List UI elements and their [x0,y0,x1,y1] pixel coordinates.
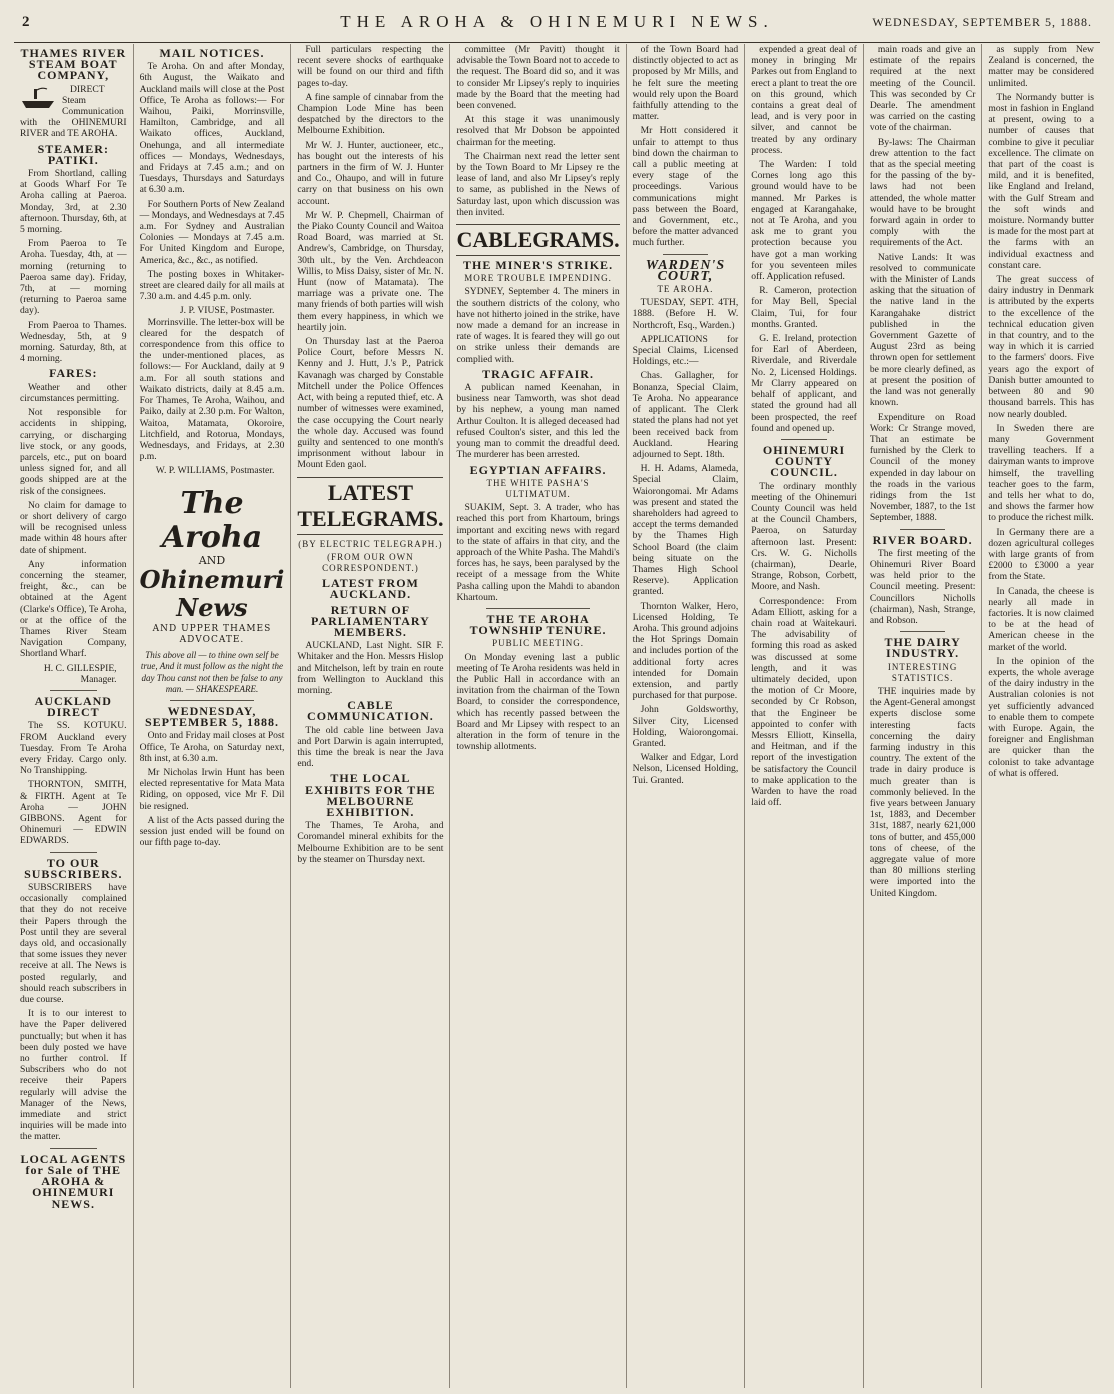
mail-notice-2: For Southern Ports of New Zealand — Mondays, and Wednesdays at 7.45 a.m. For Sydney and Australian Colonies — Mondays at 7.45 a.m. For United Kingdom and Europe, America, &c., &c., as notified. [139,198,285,266]
column-4 [449,44,625,1388]
pasha-story: SUAKIM, Sept. 3. A trader, who has reached this port from Khartoum, brings important and exciting news with regard to the state of affairs in that city, and the approach of the White Pasha. The Mahdi's forces has, he says, been paralysed by the receipt of a message from the White Pasha calling upon the Mahdi to abandon Khartoum. [456,502,620,603]
local-news-5: A fine sample of cinnabar from the Champion Lode Mine has been despatched by the directors to the Melbourne Exhibition. [297,91,444,137]
column-3 [290,44,449,1388]
kotuku-notice: The SS. KOTUKU. FROM Auckland every Tuesday. From Te Aroha every Friday. Cargo only. No Transhipping. [20,720,127,777]
local-news-7: Mr W. P. Chepmell, Chairman of the Piako County Council and Waitoa Road Board, was married at St. Andrew's, Cambridge, on Thursday, 30th ult., by the Ven. Archdeacon Willis, to Miss Daisy, sister of Mr. N. Hunt (now of Matamata). The marriage was a private one. The many friends of both parties will wish them every happiness, in which we heartily join. [297,209,444,333]
mail-notice-1: Te Aroha. On and after Monday, 6th August, the Waikato and Auckland mails will close at the Post Office, Te Aroha as follows:— For Waihou, Paiki, Morrinsville, Hamilton, Cambridge, and all Waikato offices, Auckland, Onehunga, and all intermediate offices — Mondays, Wednesdays, and Fridays at 7.45 a.m.; and on Tuesdays, Thursdays and Saturdays at 6.30 a.m. [139,61,285,196]
kotuku-agents: THORNTON, SMITH, & FIRTH. Agent at Te Aroha — JOHN GIBBONS. Agent for Ohinemuri — EDWIN EDWARDS. [20,779,127,847]
dairy-story-4: The great success of dairy industry in Denmark is attributed by the experts to the excellence of the technical education given in that country, and to the way in which it is carried to the farmers' doors. Five years ago the export of Danish butter amounted to between 80 and 90 thousand barrels. This has now nearly doubled. [988,274,1094,420]
council-story-5: Native Lands: It was resolved to communicate with the Minister of Lands asking that the situation of the native land in the Karangahake district published in the Government Gazette of August 23rd as being thrown open for settlement be more clearly defined, as at present the position of the land was not generally known. [869,251,976,409]
divider [170,700,255,701]
exhibits-heading: THE LOCAL EXHIBITS FOR THE MELBOURNE EXHIBITION. [305,771,436,819]
steamship-icon [20,86,56,112]
local-agents-heading: LOCAL AGENTS for Sale of THE AROHA & OHINEMURI NEWS. [20,1151,127,1211]
tragic-affair-story: A publican named Keenahan, in business near Tamworth, was shot dead by his nephew, a young man named Arthur Coulton. It is alleged deceased had refused Coulton's sister, and this led the young man to commit the dreadful deed. The murderer has been arrested. [456,382,620,461]
public-meeting-subheading: PUBLIC MEETING. [492,638,585,649]
local-news-6: Mr W. J. Hunter, auctioneer, etc., has bought out the interests of his partners in the firm of W. J. Hunter and Co., Ohaupo, and will in future carry on that business on his own account. [297,139,444,207]
column-1 [14,44,133,1388]
meeting-story-4: of the Town Board had distinctly objected to act as proposed by Mr Mills, and he felt sure the meeting would rely upon the Board faithfully attending to the matter. [632,44,739,123]
divider [900,631,946,632]
council-story-6: Expenditure on Road Work: Cr Strange moved, That an estimate be furnished by the Clerk to Council of the money expended in day labour on the roads in the various ridings from the 1st November, 1887, to the 1st September, 1888. [869,411,976,524]
steamboat-intro: DIRECT Steam Communication with the OHINEMURI RIVER and TE AROHA. [20,83,127,140]
exhibits-story: The Thames, Te Aroha, and Coromandel mineral exhibits for the Melbourne Exhibition are to be sent by the steamer on Thursday next. [297,820,444,865]
court-case-1: Chas. Gallagher, for Bonanza, Special Claim, Te Aroha. No appearance of applicant. The Clerk stated the plans had not yet been received back from Auckland. Hearing adjourned to Sept. 18th. [632,370,739,460]
egyptian-affairs-heading: EGYPTIAN AFFAIRS. [469,462,607,477]
council-story-4: By-laws: The Chairman drew attention to the fact that as the special meeting for the passing of the by-laws had not been attended, the whole matter would have to be brought forward again in order to comply with the requirements of the Act. [869,136,976,249]
newspaper-title: THE AROHA & OHINEMURI NEWS. [340,12,774,31]
river-board-story: The first meeting of the Ohinemuri River Board was held prior to the Council meeting. Present: Councillors Nicholls (chairman), Nash, Strange, and Robson. [869,547,976,626]
cable-story: The old cable line between Java and Port Darwin is again interrupted, this time the break is near the Java end. [297,724,444,770]
divider [486,608,589,609]
column-2 [133,44,291,1388]
court-case-4: John Goldsworthy, Silver City, Licensed Holding, Waiorongomai. Granted. [632,704,739,749]
local-news-1: Onto and Friday mail closes at Post Office, Te Aroha, on Saturday next, 8th inst, at 6.30 a.m. [139,730,285,764]
steamer-schedule-3: From Paeroa to Thames. Wednesday, 5th, at 9 morning. Saturday, 8th, at 4 morning. [20,319,127,365]
divider [663,254,709,255]
logo-and: AND [198,553,226,567]
court-case-8: R. Cameron, protection for May Bell, Special Claim, Tui, for four months. Granted. [751,285,857,330]
statistics-subheading: INTERESTING STATISTICS. [887,661,958,683]
steamer-name: STEAMER: PATIKI. [37,141,109,167]
divider [50,690,97,691]
column-7 [863,44,982,1388]
steamer-notice-4: Any information concerning the steamer, freight, &c., can be obtained at the Agent (Clarke's Office), Te Aroha, or at the office of the Thames River Steam Navigation Company, Shortland Wharf. [20,558,127,660]
steamer-schedule-1: From Shortland, calling at Goods Wharf For Te Aroha calling at Paeroa. Monday, 3rd, at 2.30 afternoon. Thursday, 6th, at 5 morning. [20,168,127,236]
strike-story: SYDNEY, September 4. The miners in the southern districts of the colony, who have not hitherto joined in the strike, have now made a demand for an increase in rate of wages. It is feared they will go out on strike unless their demands are complied with. [456,286,620,365]
logo-ohinemuri: Ohinemuri News [139,564,285,622]
dairy-story-7: In Canada, the cheese is nearly all made in factories. It is now claimed to be at the head of American cheese in the market of the world. [988,585,1094,653]
county-council-heading: OHINEMURI COUNTY COUNCIL. [762,442,846,480]
dairy-story-5: In Sweden there are many Government travelling teachers. If a dairyman wants to improve himself, the travelling teacher goes to the farm, and tells her what to do, and shows the farmer how to produce the richest milk. [988,422,1094,524]
court-case-2: H. H. Adams, Alameda, Special Claim, Waiorongomai. Mr Adams was present and stated the shareholders had agreed to accept the terms demanded by the Thames High School Board (the claim being situate on the Thames High School Reserve). Application granted. [632,463,739,598]
subscribers-heading: TO OUR SUBSCRIBERS. [24,855,123,881]
editorial-dateline: WEDNESDAY, SEPTEMBER 5, 1888. [144,703,279,730]
strike-subheading: MORE TROUBLE IMPENDING. [464,273,612,284]
local-news-3: A list of the Acts passed during the session just ended will be found on our fifth page to-day. [139,814,285,849]
column-5 [626,44,745,1388]
logo-advocate: AND UPPER THAMES ADVOCATE. [152,623,272,645]
motto: This above all — to thine own self be true, And it must follow as the night the day Thou canst not then be false to any man. — SHAKESPEARE. [140,650,284,694]
subscribers-notice-1: SUBSCRIBERS have occasionally complained that they do not receive their Papers through the Post until they are several days old, and occasionally that some issues they never receive at all. The News is posted regularly, and should reach subscribers in due course. [20,882,127,1006]
auckland-heading: LATEST FROM AUCKLAND. [321,576,419,602]
page-number: 2 [22,14,30,30]
column-8 [981,44,1100,1388]
meeting-story-1: committee (Mr Pavitt) thought it advisable the Town Board not to accede to the request. The Board did so, and it was to consider Mr Lipsey's reply to inquiries made by the Board that the meeting had been convened. [456,44,620,112]
divider [900,529,946,530]
wardens-court-heading: WARDEN'S COURT, [645,257,726,284]
latest-telegrams-heading: LATEST TELEGRAMS. [297,477,443,535]
township-tenure-heading: THE TE AROHA TOWNSHIP TENURE. [469,611,607,638]
local-news-4: Full particulars respecting the recent severe shocks of earthquake will be found on our third and fifth pages to-day. [297,44,444,89]
river-board-heading: RIVER BOARD. [872,532,973,547]
postmaster-signature: W. P. WILLIAMS, Postmaster. [155,465,275,477]
dairy-industry-heading: THE DAIRY INDUSTRY. [884,635,961,661]
local-news-2: Mr Nicholas Irwin Hunt has been elected representative for Mata Mata Riding, on opposed, vice Mr F. Dil bie resigned. [139,766,285,812]
court-date: TUESDAY, SEPT. 4TH, 1888. (Before H. W. Northcroft, Esq., Warden.) [632,297,739,331]
dairy-story-2: as supply from New Zealand is concerned, the matter may be considered unlimited. [988,44,1094,89]
parliament-heading: RETURN OF PARLIAMENTARY MEMBERS. [311,602,430,639]
manager-signature: H. C. GILLESPIE, Manager. [43,662,117,685]
divider [50,852,97,853]
council-story-1: The ordinary monthly meeting of the Ohinemuri County Council was held at the Council Chambers, Paeroa, on Saturday afternoon last. Present: Crs. W. G. Nicholls (chairman), Dearle, Strange, Robson, Corbett, Moore, and Nash. [751,480,857,593]
meeting-story-3: The Chairman next read the letter sent by the Town Board to Mr Lipsey re the lease of land, and also Mr Lipsey's reply to same, as published in the News of Saturday last, upon which discussion was then invited. [456,150,620,218]
telegraph-credit: (BY ELECTRIC TELEGRAPH.) [298,538,443,549]
court-case-9: G. E. Ireland, protection for Earl of Aberdeen, Riverdale, and Riverdale No. 2, Licensed Holdings. Mr Clarry appeared on behalf of applicant, and stated the ground had all been prospected, the reef found and opened up. [751,333,857,434]
council-story-3: main roads and give an estimate of the repairs required at the next meeting of the Council. This was seconded by Cr Dearle. The amendment was carried on the casting vote of the chairman. [869,44,976,134]
cablegrams-heading: CABLEGRAMS. [456,224,619,256]
fares-heading: FARES: [49,366,98,381]
steamboat-company-heading: THAMES RIVER STEAM BOAT COMPANY, [20,46,127,83]
dairy-story-8: In the opinion of the experts, the whole average of the dairy industry in the Australian colonies is not yet sufficiently advanced to enable them to compete with Europe. Again, the foreigner and Englishman are quicker than the colonist to take advantage of what is offered. [988,655,1094,779]
court-applications: APPLICATIONS for Special Claims, Licensed Holdings, etc.:— [632,333,739,368]
cable-heading: CABLE COMMUNICATION. [307,698,434,724]
strike-heading: THE MINER'S STRIKE. [463,258,614,273]
subscribers-notice-2: It is to our interest to have the Paper delivered punctually; but when it has been duly posted we have no further control. If Subscribers who do not receive their Papers regularly will advise the Manager of the News, immediate and strict inquiries will be made into the matter. [20,1008,127,1143]
column-6 [744,44,863,1388]
court-case-7: The Warden: I told Cornes long ago this ground would have to be manned. Mr Parkes is engaged at Karangahake, not at Te Aroha, and you ask me to grant you protection because you have got a man working for you seventeen miles off. Application refused. [751,159,857,283]
pasha-subheading: THE WHITE PASHA'S ULTIMATUM. [486,477,590,499]
meeting-story-2: At this stage it was unanimously resolved that Mr Dobson be appointed chairman for the meeting. [456,114,620,148]
steamer-schedule-2: From Paeroa to Te Aroha. Tuesday, 4th, at — morning (returning to Paeroa same day). Friday, 7th, at — morning (returning to Paeroa same day). [20,238,127,317]
mail-notice-4: Morrinsville. The letter-box will be cleared for the despatch of correspondence from this office to the under-mentioned places, as follows:— For Auckland, daily at 9 a.m. For all south stations and Waikato districts, daily at 8.45 a.m. For Thames, Te Aroha, Waihou, and Paiko, daily at 2.30 p.m. For Walton, Waitoa, Matamata, Okoroire, Litchfield, and Rotorua, Mondays, Wednesdays, and Fridays, at 2.30 p.m. [139,316,285,463]
wardens-court-place: TE AROHA. [657,284,714,295]
logo-aroha: The Aroha [161,485,263,555]
court-case-6: expended a great deal of money in bringing Mr Parkes out from England to erect a plant to treat the ore on this ground, which contains a great deal of lead, and is very poor in silver, and cannot be treated by any ordinary process. [751,44,857,156]
court-case-3: Thornton Walker, Hero, Licensed Holding, Te Aroha. This ground adjoins the Hot Springs Domain and includes portion of the additional forty acres intended for Domain extension, and partly purchased for that purpose. [632,600,739,702]
mail-notices-heading: MAIL NOTICES. [159,46,265,60]
postmaster-signature: J. P. VIUSE, Postmaster. [179,305,275,317]
steamer-notice-3: No claim for damage to or short delivery of cargo will be recognised unless made within 48 hours after date of shipment. [20,499,127,556]
mail-notice-3: The posting boxes in Whitaker-street are cleared daily for all mails at 7.30 a.m. and 4.45 p.m. only. [139,268,285,303]
dairy-story-1: THE inquiries made by the Agent-General amongst experts disclose some interesting facts concerning the dairy farming industry in this country. The extent of the trade in dairy produce is much greater than is commonly believed. In the five years between January 1st, 1883, and December 31st, 1887, nearly 621,000 tons of butter, and 455,000 tons of cheese, of the aggregate value of more than 80 millions sterling were imported into the United Kingdom. [869,685,976,899]
steamer-notice-1: Weather and other circumstances permitting. [20,381,127,404]
local-news-8: On Thursday last at the Paeroa Police Court, before Messrs N. Kenny and J. Hutt, J.'s P., Patrick Kavanagh was charged by Constable Mitchell under the Police Offences Act, with being a reputed thief, etc. A number of witnesses were examined, the case occupying the Court nearly the whole day. Accused was found guilty and sentenced to one month's imprisonment without labour in Mount Eden gaol. [297,336,444,471]
parliament-story: AUCKLAND, Last Night. SIR F. Whitaker and the Hon. Messrs Hislop and Mitchelson, left by train en route from Wellington to Auckland this morning. [297,640,444,696]
tragic-affair-heading: TRAGIC AFFAIR. [482,366,594,381]
auckland-direct-heading: AUCKLAND DIRECT [34,693,112,720]
court-case-5: Walker and Edgar, Lord Nelson, Licensed Holding, Tui. Granted. [632,752,739,786]
public-meeting-story: On Monday evening last a public meeting of Te Aroha residents was held in the Public Hall in accordance with an invitation from the chairman of the Town Board, to consider the correspondence, which has recently passed between the Board and Mr Lipsey with respect to an alteration in the form of tenure in the township allotments. [456,651,620,753]
dairy-story-6: In Germany there are a dozen agricultural colleges with large grants of from £2000 to £3000 a year from the State. [988,526,1094,583]
newspaper-logo [140,487,285,647]
dairy-story-3: The Normandy butter is most in fashion in England at present, owing to a number of causes that combine to give it peculiar excellence. The climate on that part of the coast is mild, and it is benefited, like England and Ireland, with the Gulf Stream and the soft winds and moisture. Normandy butter is made for the most part at the farms with an individual exactness and constant care. [988,91,1094,271]
meeting-story-5: Mr Hott considered it unfair to attempt to thus bind down the chairman to call a public meeting at every stage of the proceedings. Various communications might pass between the Board, and Government, etc., before the matter advanced much further. [632,125,739,249]
columns [14,44,1100,1388]
divider [50,1148,97,1149]
steamer-notice-2: Not responsible for accidents in shipping, carrying, or discharging live stock, or any goods, parcels, etc., put on board unless signed for, and all goods shipped are at the risk of the consignees. [20,407,127,497]
issue-date: WEDNESDAY, SEPTEMBER 5, 1888. [872,15,1092,29]
divider [781,439,827,440]
correspondent-credit: (FROM OUR OWN CORRESPONDENT.) [322,551,419,573]
council-story-2: Correspondence: From Adam Elliott, asking for a chain road at Waitekauri. The advisability of forming this road as asked was discussed at some length, and it was ultimately decided, upon the motion of Cr Moore, seconded by Cr Robson, that the Engineer be appointed to confer with Messrs Elliott, Kinsella, and Heitman, and if the report of the investigation be satisfactory the Council to make application to the Warden to have the road laid off. [751,595,857,809]
masthead [14,8,1100,43]
